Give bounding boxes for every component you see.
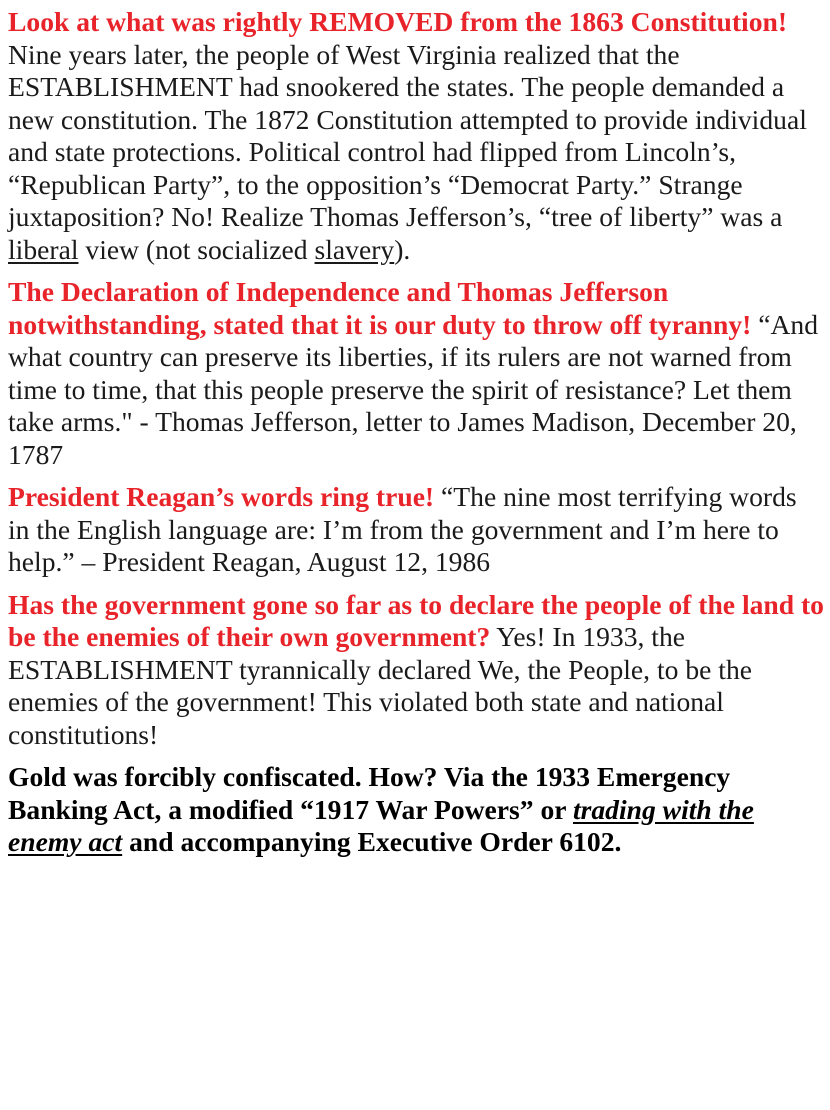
paragraph-body: Nine years later, the people of West Virginia realized that the ESTABLISHMENT had snookered the states. The people demanded a new constitution. The 1872 Constitution attempted to provide individual and state protections. Political control had flipped from Lincoln’s, “Republican Party”, to the opposition’s “Democrat Party.” Strange juxtaposition? No! Realize Thomas Jefferson’s, “tree of liberty” was a (8, 38, 807, 232)
paragraph-heading: Look at what was rightly REMOVED from the 1863 Constitution! (8, 6, 788, 37)
paragraph-heading: President Reagan’s words ring true! (8, 481, 435, 512)
paragraph-heading: Has the government gone so far as to declare the people of the land to be the enemies of their own government? (8, 588, 824, 652)
jefferson-quote: “And what country can preserve its liberties, if its rulers are not warned from time to time, that this people preserve the spirit of resistance? Let them take arms." - Thomas Jefferson, letter to James Madison, December 20, 1787 (8, 308, 818, 470)
underlined-term-liberal: liberal (8, 233, 79, 265)
paragraph-gold-confiscation (8, 761, 824, 859)
paragraph-heading: The Declaration of Independence and Thomas Jefferson notwithstanding, stated that it is our duty to throw off tyranny! (8, 276, 752, 340)
reagan-quote: “The nine most terrifying words in the English language are: I’m from the government and I’m here to help.” – President Reagan, August 12, 1986 (8, 481, 797, 577)
emphasized-act-name: trading with the enemy act (8, 793, 754, 857)
paragraph-body-end: ). (394, 233, 411, 265)
paragraph-1863-constitution (8, 6, 824, 266)
underlined-term-slavery: slavery (314, 233, 395, 265)
paragraph-declaration-jefferson (8, 276, 824, 471)
document-page (8, 6, 824, 869)
paragraph-body-continued: view (not socialized (85, 233, 308, 265)
paragraph-text: Gold was forcibly confiscated. How? Via the 1933 Emergency Banking Act, a modified “1917 War Powers” or (8, 761, 731, 825)
paragraph-reagan (8, 481, 824, 579)
paragraph-body: Yes! In 1933, the ESTABLISHMENT tyrannically declared We, the People, to be the enemies of the government! This violated both state and national constitutions! (8, 621, 752, 750)
paragraph-text-end: and accompanying Executive Order 6102. (129, 826, 622, 857)
paragraph-enemies-of-government (8, 589, 824, 752)
